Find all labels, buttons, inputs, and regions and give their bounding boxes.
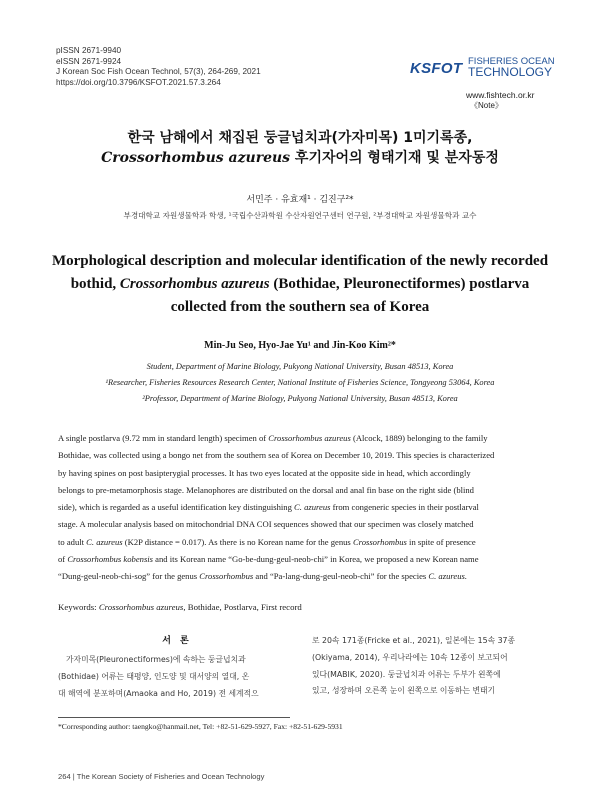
- section-heading-introduction: 서 론: [162, 636, 192, 646]
- korean-affiliations: 부경대학교 자원생물학과 학생, ¹국립수산과학원 수산자원연구센터 연구원, ²부경대학교 자원생물학과 교수: [123, 211, 477, 220]
- english-authors: Min-Ju Seo, Hyo-Jae Yu¹ and Jin-Koo Kim²*: [204, 340, 396, 351]
- citation: J Korean Soc Fish Ocean Technol, 57(3), 264-269, 2021: [56, 67, 261, 76]
- abstract-line: to adult C. azureus (K2P distance = 0.017). As there is no Korean name for the genus Crossorhombus in spite of presence: [58, 536, 476, 547]
- pissn: pISSN 2671-9940: [56, 46, 122, 55]
- intro-line: 대 해역에 분포하며(Amaoka and Ho, 2019) 전 세계적으: [58, 688, 259, 698]
- abstract-line: Bothidae, was collected using a bongo net from the southern sea of Korea on December 10, 2019. This species is characterized: [58, 450, 495, 461]
- abstract-line: of Crossorhombus kobensis and its Korean name “Go-be-dung-geul-neob-chi” in Korea, we proposed a new Korean name: [58, 554, 479, 565]
- corresponding-author-footnote: *Corresponding author: taengko@hanmail.net, Tel: +82-51-629-5927, Fax: +82-51-629-5931: [58, 722, 343, 731]
- intro-column-right: [312, 633, 547, 700]
- korean-title-line2: [40, 148, 560, 168]
- intro-line: 로 20속 171종(Fricke et al., 2021), 일본에는 15속 37종: [312, 636, 516, 645]
- abstract-line: by having spines on post basipterygial processes. It has two eyes located at the opposite side in head, which accordingly: [58, 467, 471, 478]
- english-title: [40, 250, 560, 319]
- intro-line: (Bothidae) 어류는 태평양, 인도양 및 대서양의 열대, 온: [58, 671, 250, 681]
- doi-link[interactable]: https://doi.org/10.3796/KSFOT.2021.57.3.264: [56, 77, 221, 87]
- abstract: [58, 430, 544, 586]
- english-title-species: Crossorhombus azureus: [119, 276, 270, 292]
- footnote-divider: [58, 717, 290, 718]
- logo-title-line2: TECHNOLOGY: [468, 65, 553, 79]
- korean-title-line1: 한국 남해에서 채집된 둥글넙치과(가자미목) 1미기록종,: [127, 130, 473, 146]
- korean-title-rest: 후기자어의 형태기재 및 분자동정: [290, 150, 499, 166]
- intro-line: (Okiyama, 2014), 우리나라에는 10속 12종이 보고되어: [312, 652, 508, 662]
- intro-column-left: [58, 652, 296, 702]
- intro-line: 있고, 성장하며 오른쪽 눈이 왼쪽으로 이동하는 변태기: [312, 686, 496, 696]
- korean-title: [40, 128, 560, 168]
- keywords: [58, 602, 302, 612]
- abstract-line: belongs to pre-metamorphosis stage. Melanophores are distributed on the dorsal and anal fin base on the right side (blind: [58, 484, 474, 495]
- journal-meta: [56, 46, 261, 88]
- journal-logo: [410, 52, 562, 112]
- english-affiliation-1: Student, Department of Marine Biology, Pukyong National University, Busan 48513, Korea: [146, 362, 454, 371]
- article-type-note: 《Note》: [470, 101, 503, 110]
- english-title-line3: collected from the southern sea of Korea: [170, 299, 430, 315]
- keywords-rest: , Bothidae, Postlarva, First record: [183, 602, 302, 612]
- english-title-part: (Bothidae, Pleuronectiformes) postlarva: [269, 276, 530, 292]
- english-affiliation-2: ¹Researcher, Fisheries Resources Research Center, National Institute of Fisheries Science, Tongyeong 53064, Korea: [105, 378, 495, 387]
- abstract-line: A single postlarva (9.72 mm in standard length) specimen of Crossorhombus azureus (Alcock, 1889) belonging to the family: [58, 433, 488, 443]
- korean-title-species: Crossorhombus azureus: [101, 150, 291, 166]
- keywords-label: Keywords:: [58, 602, 99, 612]
- english-title-line1: Morphological description and molecular identification of the newly recorded: [51, 253, 549, 269]
- abstract-line: “Dung-geul-neob-chi-sog” for the genus Crossorhombus and “Pa-lang-dung-geul-neob-chi” for the species C. azureus.: [58, 571, 468, 582]
- abstract-line: side), which is regarded as a useful identification key distinguishing C. azureus from congeneric species in their postlarval: [58, 502, 479, 513]
- logo-mark: KSFOT: [410, 60, 463, 77]
- journal-url[interactable]: www.fishtech.or.kr: [466, 90, 535, 100]
- korean-authors: 서민주 · 유효재¹ · 김진구²*: [246, 195, 354, 205]
- intro-line: 있다(MABIK, 2020). 둥글넙치과 어류는 두부가 왼쪽에: [312, 669, 501, 679]
- logo-title: [468, 57, 555, 77]
- keywords-species: Crossorhombus azureus: [98, 602, 184, 612]
- abstract-line: stage. A molecular analysis based on mitochondrial DNA COI sequences showed that our specimen was closely matched: [58, 519, 474, 530]
- intro-line: 가자미목(Pleuronectiformes)에 속하는 둥글넙치과: [66, 655, 246, 664]
- eissn: eISSN 2671-9924: [56, 56, 122, 66]
- logo-title-line1: FISHERIES OCEAN: [468, 56, 555, 67]
- english-title-part: bothid,: [70, 276, 120, 292]
- english-title-line2: [40, 273, 560, 296]
- english-affiliation-3: ²Professor, Department of Marine Biology, Pukyong National University, Busan 48513, Korea: [142, 394, 458, 403]
- page-footer: 264 | The Korean Society of Fisheries and Ocean Technology: [58, 772, 265, 781]
